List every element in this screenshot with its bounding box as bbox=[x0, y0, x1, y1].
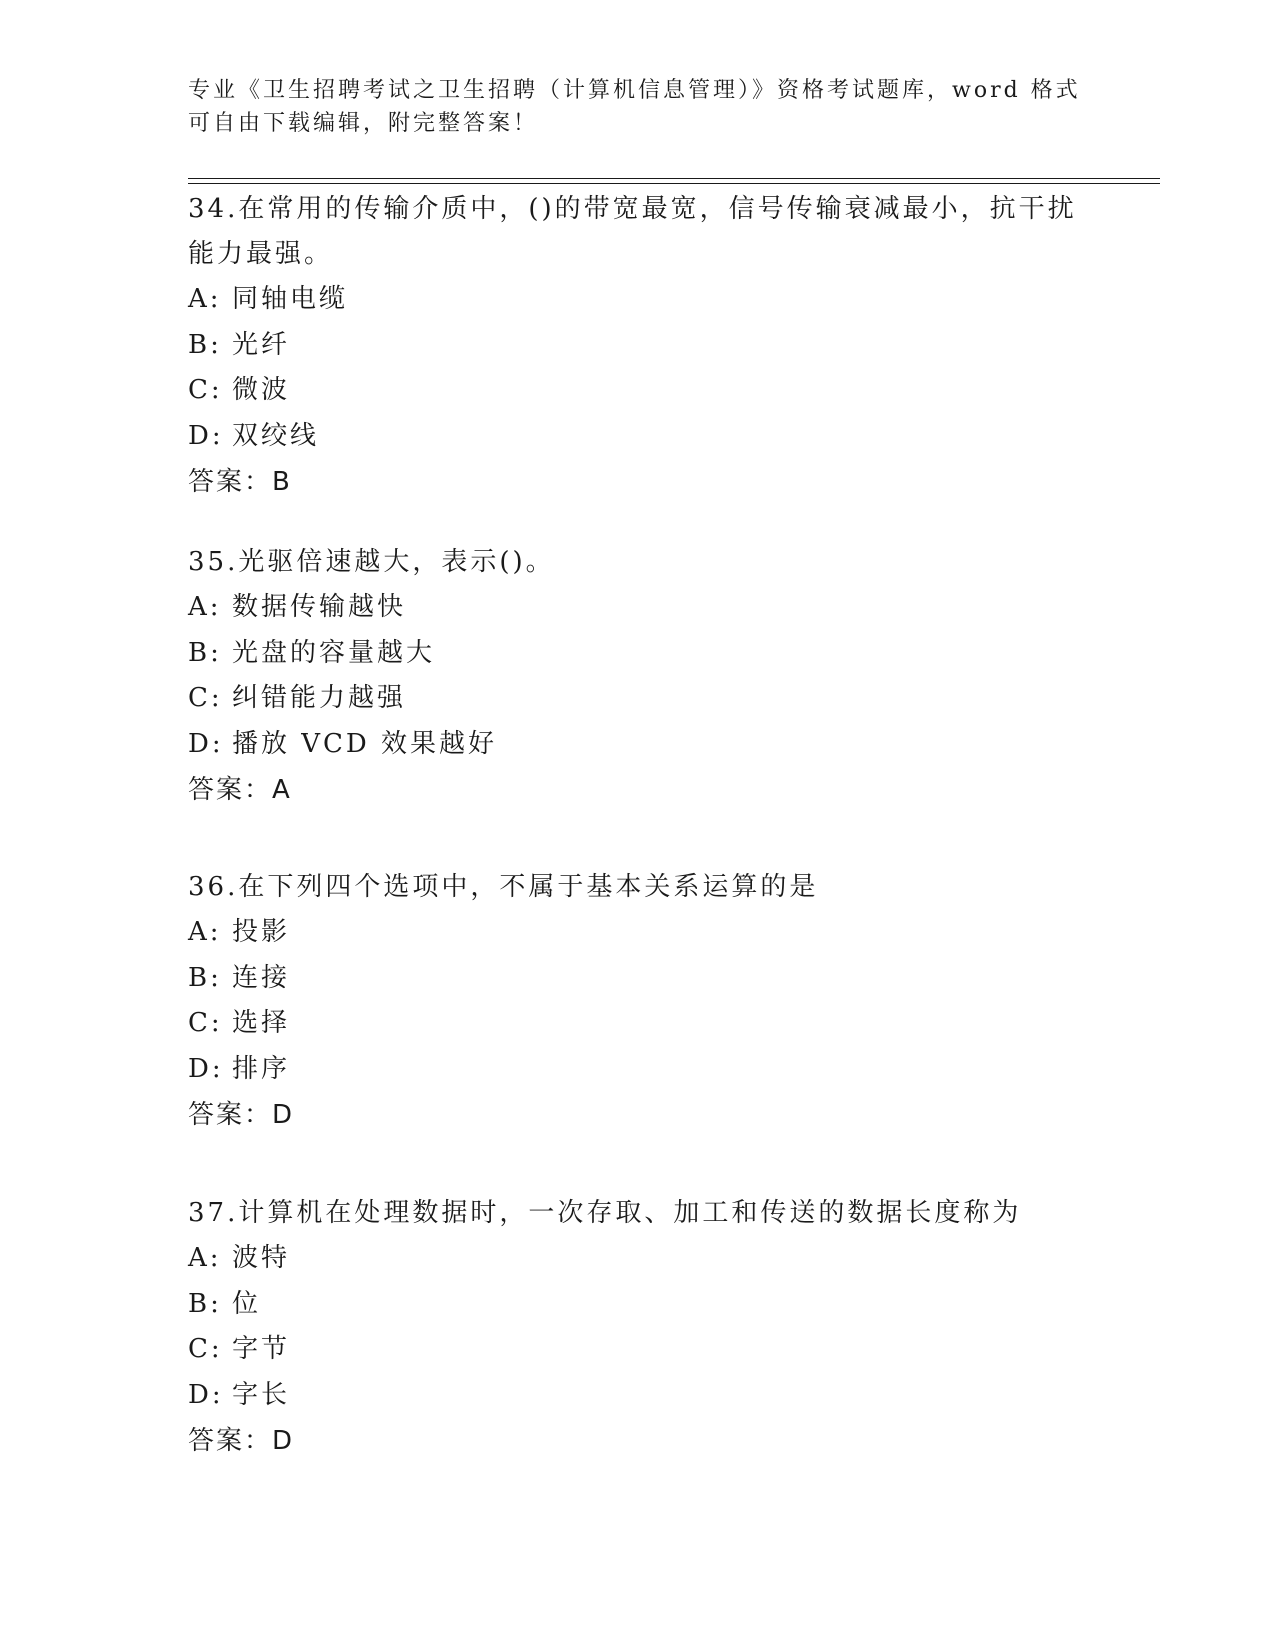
option-c bbox=[188, 1327, 1088, 1373]
option-letter: B: bbox=[188, 329, 222, 360]
option-letter: C: bbox=[188, 1008, 223, 1038]
question-stem-line: 37.计算机在处理数据时，一次存取、加工和传送的数据长度称为 bbox=[188, 1198, 1022, 1228]
header-divider-top bbox=[188, 178, 1160, 179]
option-letter: A: bbox=[188, 1243, 222, 1273]
option-letter: C: bbox=[188, 1334, 223, 1364]
question-stem-line: 34.在常用的传输介质中，()的带宽最宽，信号传输衰减最小，抗干扰 bbox=[188, 194, 1077, 224]
option-text: 连接 bbox=[232, 962, 291, 993]
option-a bbox=[188, 277, 1088, 323]
option-text: 光纤 bbox=[232, 329, 291, 360]
option-text: 波特 bbox=[232, 1243, 291, 1273]
option-letter: A: bbox=[188, 917, 222, 947]
option-letter: B: bbox=[188, 637, 222, 668]
header-title-line-2: 可自由下载编辑，附完整答案！ bbox=[188, 111, 539, 136]
question-35 bbox=[188, 540, 1088, 813]
option-letter: A: bbox=[188, 284, 222, 314]
question-stem-line: 能力最强。 bbox=[188, 239, 334, 269]
option-letter: C: bbox=[188, 375, 223, 405]
question-36 bbox=[188, 865, 1088, 1138]
option-letter: D: bbox=[188, 728, 224, 759]
option-b bbox=[188, 323, 1088, 369]
option-b bbox=[188, 631, 1088, 677]
option-text: 投影 bbox=[232, 917, 291, 947]
option-letter: D: bbox=[188, 1379, 224, 1410]
answer-line: 答案：D bbox=[188, 1100, 295, 1130]
option-text: 双绞线 bbox=[232, 420, 320, 451]
question-stem-line: 36.在下列四个选项中，不属于基本关系运算的是 bbox=[188, 872, 819, 902]
header-title-line-1: 专业《卫生招聘考试之卫生招聘（计算机信息管理）》资格考试题库，word 格式 bbox=[188, 78, 1081, 103]
answer-line: 答案：A bbox=[188, 775, 292, 805]
option-a bbox=[188, 585, 1088, 631]
question-34 bbox=[188, 187, 1088, 505]
option-c bbox=[188, 368, 1088, 414]
option-a bbox=[188, 910, 1088, 956]
option-d bbox=[188, 414, 1088, 460]
option-b bbox=[188, 1282, 1088, 1328]
option-letter: D: bbox=[188, 420, 224, 451]
option-text: 选择 bbox=[232, 1008, 291, 1038]
option-d bbox=[188, 722, 1088, 768]
option-letter: C: bbox=[188, 683, 223, 713]
option-text: 纠错能力越强 bbox=[232, 683, 407, 713]
option-d bbox=[188, 1373, 1088, 1419]
option-text: 光盘的容量越大 bbox=[232, 637, 436, 668]
option-letter: D: bbox=[188, 1053, 224, 1084]
header-divider-bottom bbox=[188, 183, 1160, 184]
option-letter: B: bbox=[188, 962, 222, 993]
document-header bbox=[188, 74, 1088, 140]
option-text: 位 bbox=[232, 1288, 262, 1319]
answer-line: 答案：B bbox=[188, 467, 292, 497]
option-text: 排序 bbox=[232, 1053, 291, 1084]
question-stem-line: 35.光驱倍速越大，表示()。 bbox=[188, 547, 555, 577]
question-37 bbox=[188, 1191, 1088, 1464]
option-text: 播放 VCD 效果越好 bbox=[232, 728, 498, 759]
option-text: 同轴电缆 bbox=[232, 284, 349, 314]
option-text: 微波 bbox=[232, 375, 291, 405]
option-letter: B: bbox=[188, 1288, 222, 1319]
option-letter: A: bbox=[188, 592, 222, 622]
option-c bbox=[188, 1001, 1088, 1047]
option-text: 字长 bbox=[232, 1379, 291, 1410]
option-a bbox=[188, 1236, 1088, 1282]
answer-line: 答案：D bbox=[188, 1426, 295, 1456]
option-text: 数据传输越快 bbox=[232, 592, 407, 622]
option-b bbox=[188, 956, 1088, 1002]
option-c bbox=[188, 676, 1088, 722]
option-text: 字节 bbox=[232, 1334, 291, 1364]
option-d bbox=[188, 1047, 1088, 1093]
